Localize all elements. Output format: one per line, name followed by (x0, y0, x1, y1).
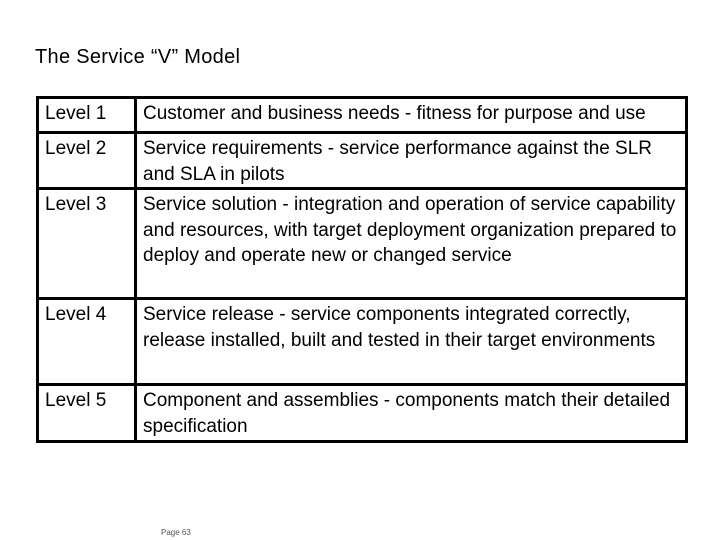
level-3-label: Level 3 (39, 190, 134, 297)
level-5-label: Level 5 (39, 386, 134, 440)
level-4-description: Service release - service components integrated correctly, release installed, built and tested in their target environments (137, 300, 685, 383)
level-3-description: Service solution - integration and operation of service capability and resources, with target deployment organization prepared to deploy and operate new or changed service (137, 190, 685, 297)
slide-title: The Service “V” Model (35, 46, 241, 68)
level-1-label: Level 1 (39, 99, 134, 131)
level-2-description: Service requirements - service performance against the SLR and SLA in pilots (137, 134, 685, 187)
level-5-description: Component and assemblies - components match their detailed specification (137, 386, 685, 440)
level-2-label: Level 2 (39, 134, 134, 187)
level-4-label: Level 4 (39, 300, 134, 383)
page-number: Page 63 (161, 528, 191, 537)
level-1-description: Customer and business needs - fitness for purpose and use (137, 99, 685, 131)
levels-table (36, 96, 688, 443)
